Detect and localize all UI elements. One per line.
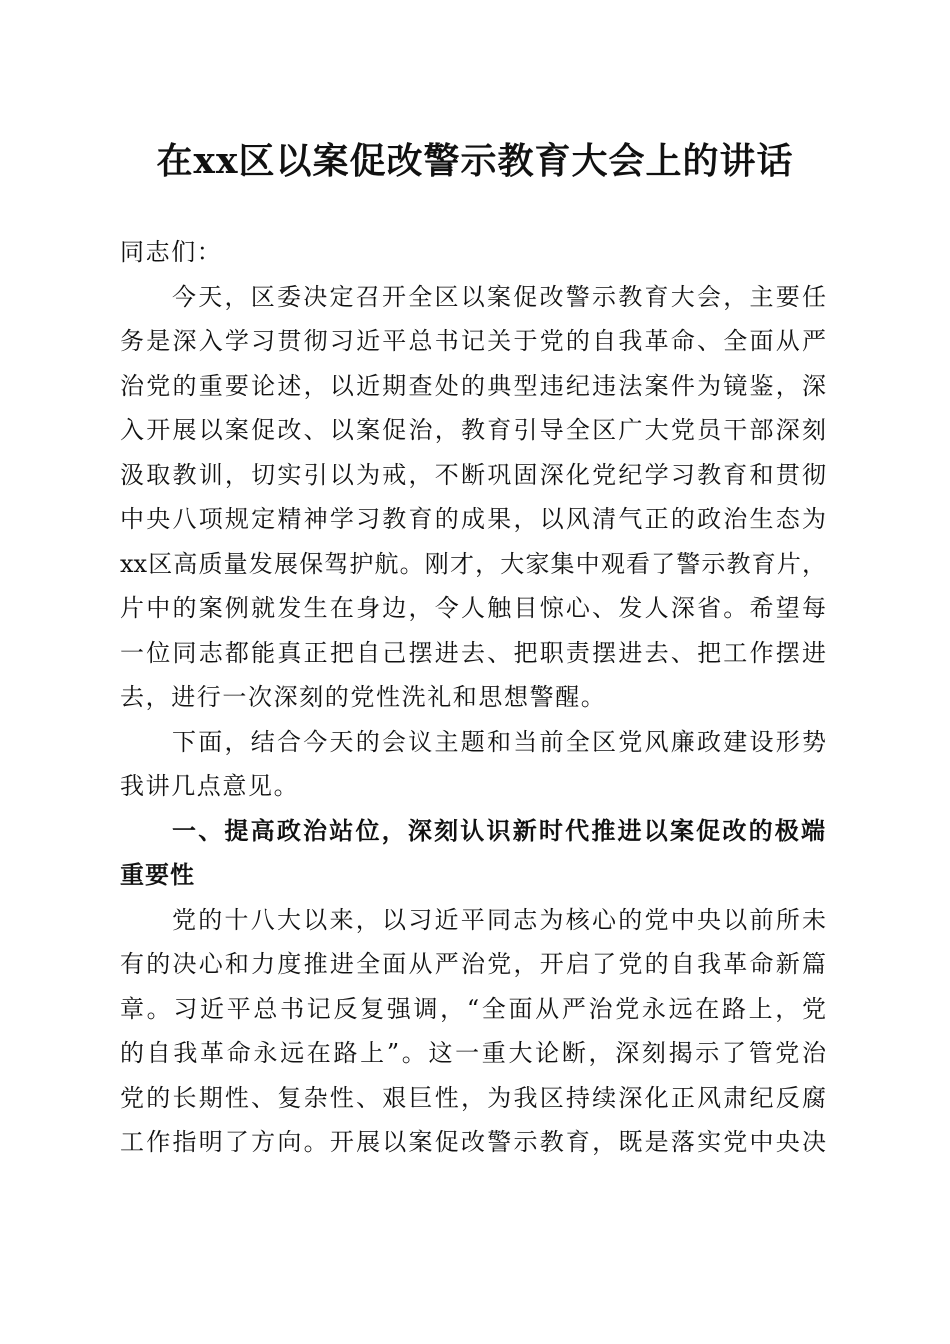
paragraph-line: 章。习近平总书记反复强调，“全面从严治党永远在路上，党 — [120, 994, 826, 1023]
section-heading: 一、提高政治站位，深刻认识新时代推进以案促改的极端 — [172, 816, 826, 845]
salutation: 同志们： — [120, 238, 223, 266]
document-title: 在xx区以案促改警示教育大会上的讲话 — [156, 140, 794, 182]
paragraph-line: 有的决心和力度推进全面从严治党，开启了党的自我革命新篇 — [120, 950, 826, 978]
paragraph-line: 务是深入学习贯彻习近平总书记关于党的自我革命、全面从严 — [120, 327, 826, 355]
section-heading-continuation: 重要性 — [120, 861, 195, 889]
paragraph-line: 下面，结合今天的会议主题和当前全区党风廉政建设形势 — [172, 727, 826, 756]
paragraph-line: 治党的重要论述，以近期查处的典型违纪违法案件为镜鉴，深 — [120, 371, 826, 400]
paragraph-line: 汲取教训，切实引以为戒，不断巩固深化党纪学习教育和贯彻 — [120, 460, 826, 489]
paragraph-line: xx区高质量发展保驾护航。刚才，大家集中观看了警示教育片， — [120, 549, 826, 578]
paragraph-line: 今天，区委决定召开全区以案促改警示教育大会，主要任 — [172, 282, 826, 311]
paragraph-line: 去，进行一次深刻的党性洗礼和思想警醒。 — [120, 683, 607, 711]
paragraph-line: 工作指明了方向。开展以案促改警示教育，既是落实党中央决 — [120, 1128, 826, 1156]
paragraph-line: 一位同志都能真正把自己摆进去、把职责摆进去、把工作摆进 — [120, 638, 826, 667]
paragraph-line: 我讲几点意见。 — [120, 772, 300, 800]
paragraph-line: 党的长期性、复杂性、艰巨性，为我区持续深化正风肃纪反腐 — [120, 1083, 826, 1112]
paragraph-line: 党的十八大以来，以习近平同志为核心的党中央以前所未 — [172, 905, 826, 934]
paragraph-line: 的自我革命永远在路上”。这一重大论断，深刻揭示了管党治 — [120, 1039, 826, 1067]
document-body — [120, 230, 826, 1165]
paragraph-line: 中央八项规定精神学习教育的成果，以风清气正的政治生态为 — [120, 505, 826, 533]
paragraph-line: 片中的案例就发生在身边，令人触目惊心、发人深省。希望每 — [120, 594, 826, 622]
paragraph-line: 入开展以案促改、以案促治，教育引导全区广大党员干部深刻 — [120, 416, 826, 444]
